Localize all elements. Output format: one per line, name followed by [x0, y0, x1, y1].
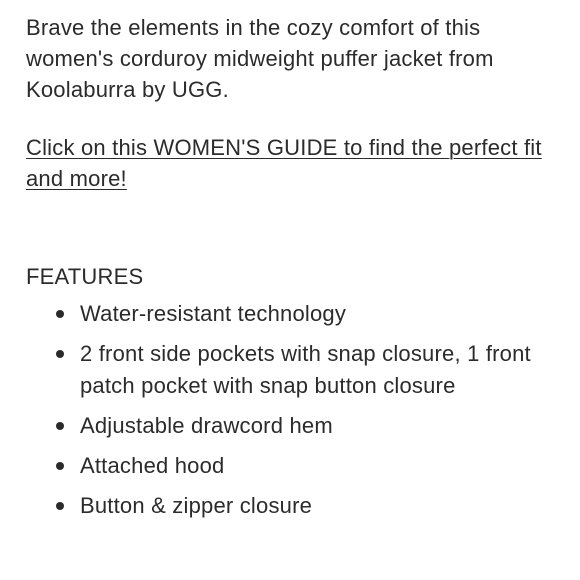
feature-item-label: Water-resistant technology: [80, 301, 347, 326]
feature-item-drawcord-hem: [56, 410, 556, 442]
product-description-text: Brave the elements in the cozy comfort of this women's corduroy midweight puffer jacket from Koolaburra by UGG.: [26, 15, 494, 102]
womens-guide-link[interactable]: Click on this WOMEN'S GUIDE to find the perfect fit and more!: [26, 135, 542, 191]
feature-item-pockets: [56, 338, 556, 402]
feature-item-label: Adjustable drawcord hem: [80, 413, 333, 438]
bullet-icon: [56, 462, 64, 470]
feature-item-label: Attached hood: [80, 453, 225, 478]
feature-item-closure: [56, 490, 556, 522]
feature-item-hood: [56, 450, 556, 482]
bullet-icon: [56, 502, 64, 510]
feature-item-label: Button & zipper closure: [80, 493, 313, 518]
features-heading: FEATURES: [26, 264, 144, 289]
bullet-icon: [56, 350, 64, 358]
features-list: [26, 298, 556, 522]
feature-item-label: 2 front side pockets with snap closure, 1 front patch pocket with snap button closure: [80, 341, 531, 398]
bullet-icon: [56, 310, 64, 318]
feature-item-water-resistant: [56, 298, 556, 330]
bullet-icon: [56, 422, 64, 430]
